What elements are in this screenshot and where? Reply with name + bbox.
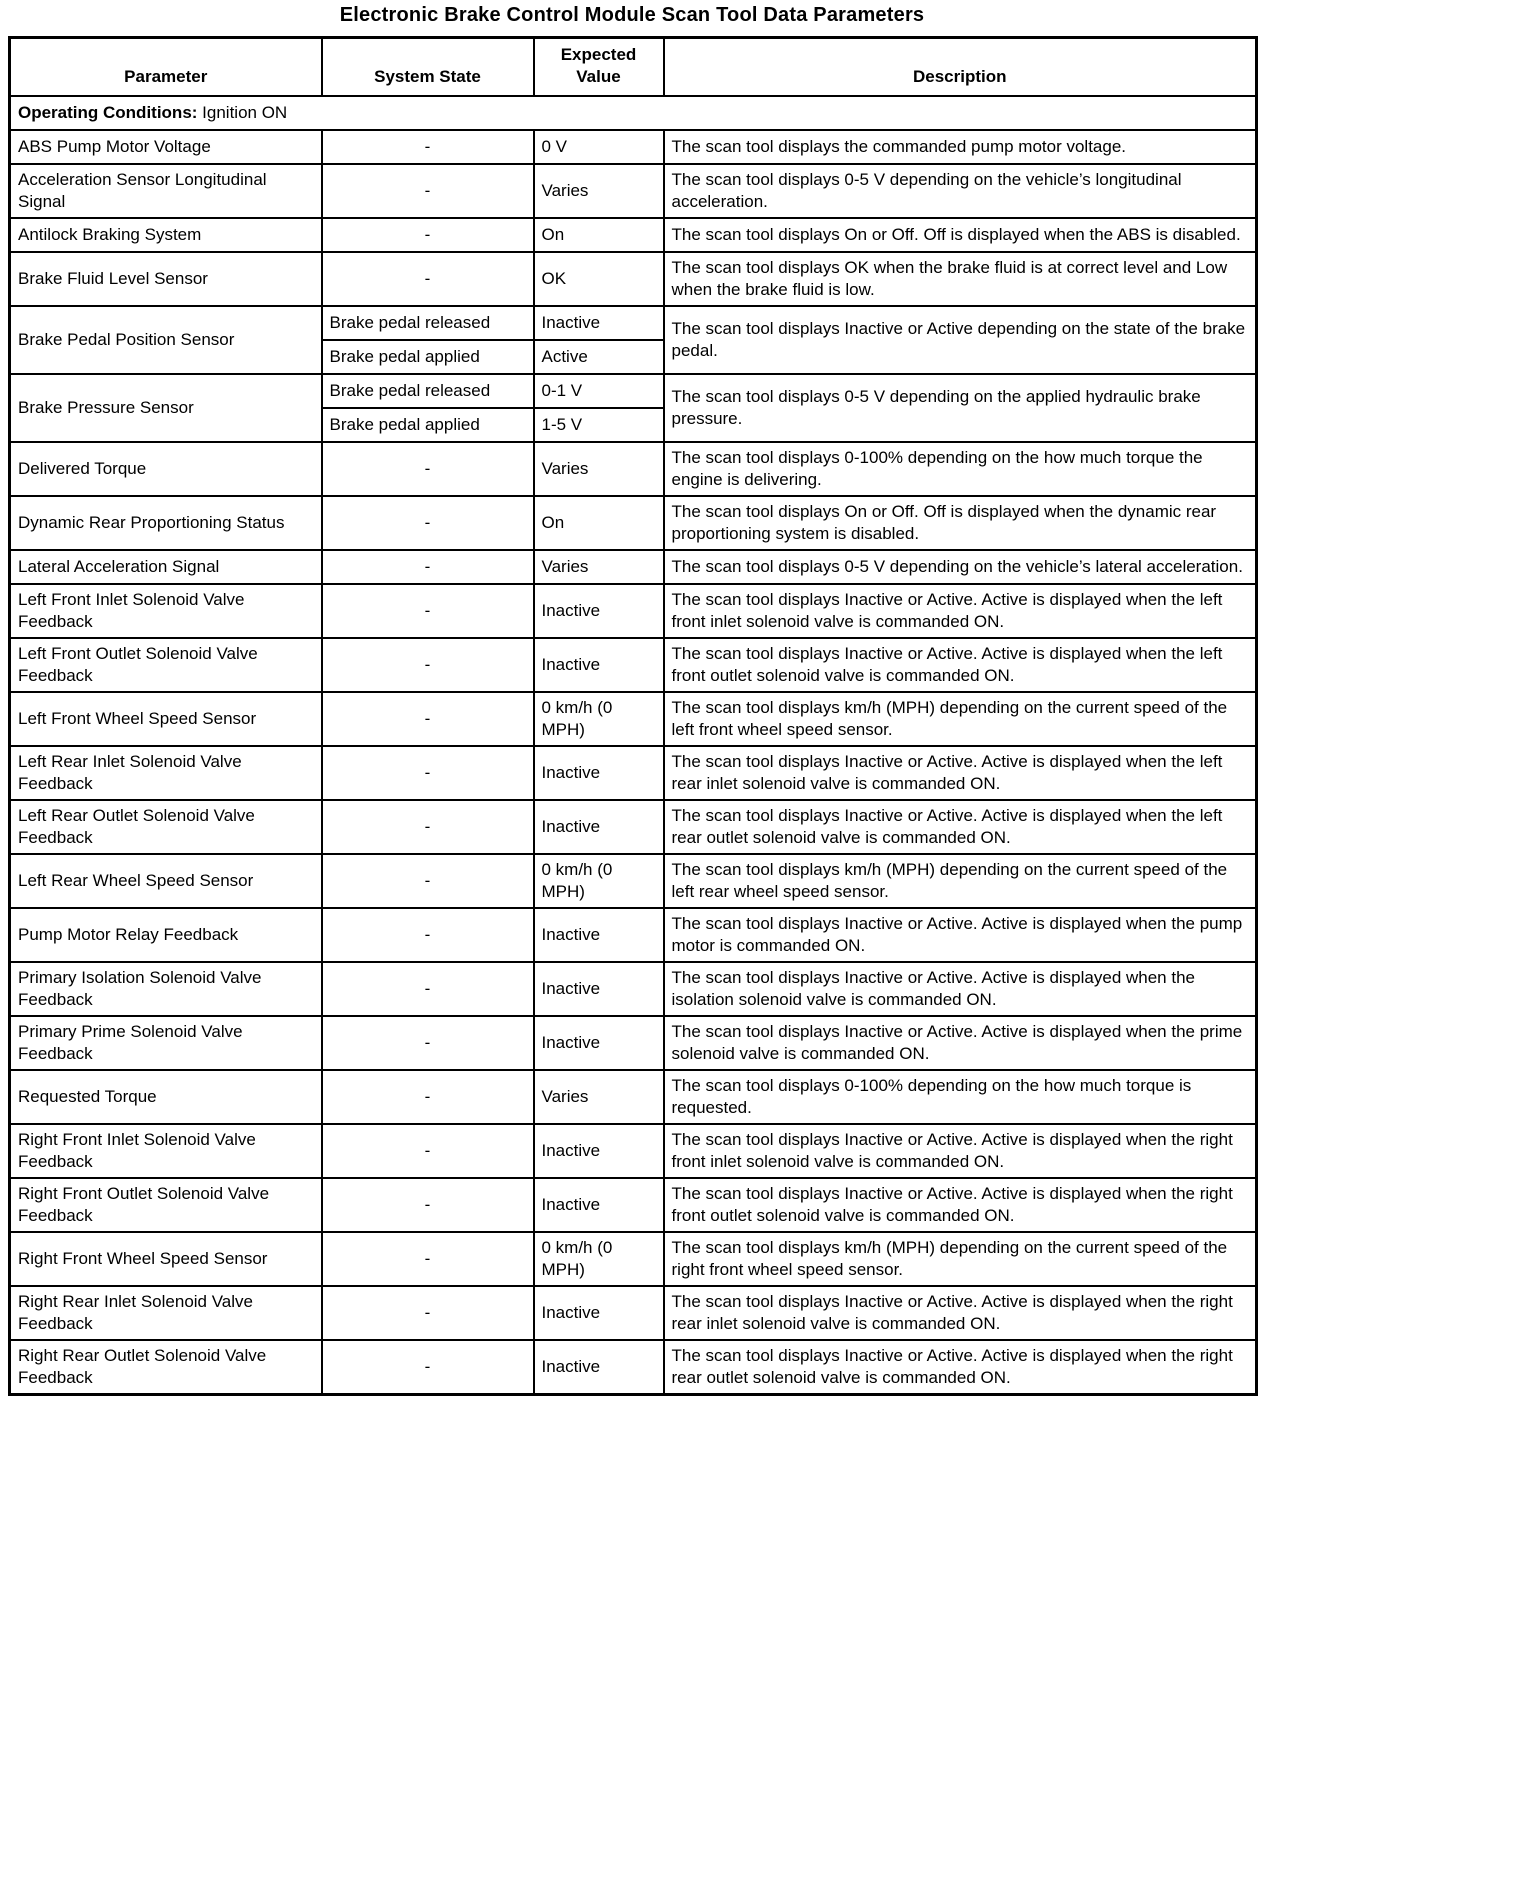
expected-value-cell: Inactive [534, 1016, 664, 1070]
expected-value-cell: Inactive [534, 638, 664, 692]
system-state-cell: - [322, 496, 534, 550]
system-state-cell: Brake pedal applied [322, 408, 534, 442]
table-row [10, 1178, 1257, 1232]
parameter-cell: Delivered Torque [10, 442, 322, 496]
system-state-cell: - [322, 908, 534, 962]
table-row [10, 374, 1257, 408]
table-row [10, 1340, 1257, 1395]
description-cell: The scan tool displays Inactive or Active. Active is displayed when the left rear inlet solenoid valve is commanded ON. [664, 746, 1257, 800]
expected-value-cell: 0 V [534, 130, 664, 164]
scan-tool-data-table [8, 36, 1258, 1396]
parameter-cell: Primary Isolation Solenoid Valve Feedback [10, 962, 322, 1016]
description-cell: The scan tool displays Inactive or Active. Active is displayed when the left rear outlet solenoid valve is commanded ON. [664, 800, 1257, 854]
expected-value-cell: OK [534, 252, 664, 306]
description-cell: The scan tool displays Inactive or Active depending on the state of the brake pedal. [664, 306, 1257, 374]
parameter-cell: Right Front Outlet Solenoid Valve Feedback [10, 1178, 322, 1232]
section-row [10, 96, 1257, 130]
system-state-cell: - [322, 1340, 534, 1395]
system-state-cell: - [322, 854, 534, 908]
description-cell: The scan tool displays 0-5 V depending on the vehicle’s lateral acceleration. [664, 550, 1257, 584]
table-row [10, 306, 1257, 340]
expected-value-cell: Inactive [534, 746, 664, 800]
expected-value-cell: 1-5 V [534, 408, 664, 442]
system-state-cell: Brake pedal released [322, 374, 534, 408]
system-state-cell: - [322, 1070, 534, 1124]
parameter-cell: Right Rear Inlet Solenoid Valve Feedback [10, 1286, 322, 1340]
system-state-cell: Brake pedal applied [322, 340, 534, 374]
table-row [10, 1070, 1257, 1124]
expected-value-cell: Varies [534, 550, 664, 584]
expected-value-cell: Inactive [534, 1340, 664, 1395]
header-cell-parameter: Parameter [10, 38, 322, 96]
system-state-cell: - [322, 252, 534, 306]
parameter-cell: Antilock Braking System [10, 218, 322, 252]
expected-value-cell: Inactive [534, 1286, 664, 1340]
parameter-cell: Brake Fluid Level Sensor [10, 252, 322, 306]
description-cell: The scan tool displays Inactive or Active. Active is displayed when the right rear outlet solenoid valve is commanded ON. [664, 1340, 1257, 1395]
parameter-cell: Primary Prime Solenoid Valve Feedback [10, 1016, 322, 1070]
expected-value-cell: Inactive [534, 1178, 664, 1232]
parameter-cell: Acceleration Sensor Longitudinal Signal [10, 164, 322, 218]
header-cell-description: Description [664, 38, 1257, 96]
table-row [10, 1016, 1257, 1070]
table-row [10, 442, 1257, 496]
system-state-cell: Brake pedal released [322, 306, 534, 340]
parameter-cell: Left Front Outlet Solenoid Valve Feedback [10, 638, 322, 692]
description-cell: The scan tool displays 0-100% depending on the how much torque the engine is delivering. [664, 442, 1257, 496]
system-state-cell: - [322, 130, 534, 164]
table-row [10, 746, 1257, 800]
expected-value-cell: On [534, 218, 664, 252]
parameter-cell: Left Rear Wheel Speed Sensor [10, 854, 322, 908]
parameter-cell: Left Rear Outlet Solenoid Valve Feedback [10, 800, 322, 854]
description-cell: The scan tool displays Inactive or Active. Active is displayed when the right rear inlet solenoid valve is commanded ON. [664, 1286, 1257, 1340]
table-row [10, 638, 1257, 692]
description-cell: The scan tool displays 0-100% depending on the how much torque is requested. [664, 1070, 1257, 1124]
document-title: Electronic Brake Control Module Scan Tool Data Parameters [339, 4, 925, 26]
expected-value-cell: Inactive [534, 962, 664, 1016]
system-state-cell: - [322, 1286, 534, 1340]
parameter-cell: Right Front Inlet Solenoid Valve Feedback [10, 1124, 322, 1178]
header-row [10, 38, 1257, 96]
description-cell: The scan tool displays 0-5 V depending on the vehicle’s longitudinal acceleration. [664, 164, 1257, 218]
header-cell-system-state: System State [322, 38, 534, 96]
table-row [10, 800, 1257, 854]
description-cell: The scan tool displays km/h (MPH) depending on the current speed of the right front wheel speed sensor. [664, 1232, 1257, 1286]
parameter-cell: Lateral Acceleration Signal [10, 550, 322, 584]
expected-value-cell: 0 km/h (0 MPH) [534, 1232, 664, 1286]
system-state-cell: - [322, 638, 534, 692]
description-cell: The scan tool displays the commanded pump motor voltage. [664, 130, 1257, 164]
operating-conditions-cell: Operating Conditions: Ignition ON [10, 96, 1257, 130]
expected-value-cell: Inactive [534, 1124, 664, 1178]
parameter-cell: Brake Pedal Position Sensor [10, 306, 322, 374]
system-state-cell: - [322, 164, 534, 218]
table-row [10, 692, 1257, 746]
header-cell-expected-value: Expected Value [534, 38, 664, 96]
operating-conditions-label: Operating Conditions: [18, 102, 198, 122]
expected-value-cell: On [534, 496, 664, 550]
parameter-cell: Right Front Wheel Speed Sensor [10, 1232, 322, 1286]
table-row [10, 252, 1257, 306]
description-cell: The scan tool displays Inactive or Active. Active is displayed when the left front outlet solenoid valve is commanded ON. [664, 638, 1257, 692]
description-cell: The scan tool displays On or Off. Off is displayed when the dynamic rear proportioning system is disabled. [664, 496, 1257, 550]
table-row [10, 962, 1257, 1016]
system-state-cell: - [322, 1016, 534, 1070]
parameter-cell: Right Rear Outlet Solenoid Valve Feedback [10, 1340, 322, 1395]
description-cell: The scan tool displays OK when the brake fluid is at correct level and Low when the brake fluid is low. [664, 252, 1257, 306]
system-state-cell: - [322, 1124, 534, 1178]
parameter-cell: Left Front Wheel Speed Sensor [10, 692, 322, 746]
expected-value-cell: 0 km/h (0 MPH) [534, 692, 664, 746]
system-state-cell: - [322, 1178, 534, 1232]
description-cell: The scan tool displays Inactive or Active. Active is displayed when the left front inlet solenoid valve is commanded ON. [664, 584, 1257, 638]
system-state-cell: - [322, 692, 534, 746]
parameter-cell: Pump Motor Relay Feedback [10, 908, 322, 962]
expected-value-cell: Inactive [534, 800, 664, 854]
expected-value-cell: Varies [534, 164, 664, 218]
description-cell: The scan tool displays Inactive or Active. Active is displayed when the right front inlet solenoid valve is commanded ON. [664, 1124, 1257, 1178]
table-row [10, 1124, 1257, 1178]
table-row [10, 550, 1257, 584]
system-state-cell: - [322, 550, 534, 584]
parameter-cell: Left Front Inlet Solenoid Valve Feedback [10, 584, 322, 638]
system-state-cell: - [322, 442, 534, 496]
expected-value-cell: Varies [534, 1070, 664, 1124]
parameter-cell: Left Rear Inlet Solenoid Valve Feedback [10, 746, 322, 800]
system-state-cell: - [322, 218, 534, 252]
description-cell: The scan tool displays Inactive or Active. Active is displayed when the isolation solenoid valve is commanded ON. [664, 962, 1257, 1016]
document-page [8, 4, 1256, 1396]
expected-value-cell: Inactive [534, 908, 664, 962]
description-cell: The scan tool displays km/h (MPH) depending on the current speed of the left front wheel speed sensor. [664, 692, 1257, 746]
system-state-cell: - [322, 962, 534, 1016]
parameter-cell: Brake Pressure Sensor [10, 374, 322, 442]
table-row [10, 584, 1257, 638]
table-row [10, 854, 1257, 908]
table-row [10, 218, 1257, 252]
parameter-cell: Requested Torque [10, 1070, 322, 1124]
system-state-cell: - [322, 800, 534, 854]
description-cell: The scan tool displays On or Off. Off is displayed when the ABS is disabled. [664, 218, 1257, 252]
table-row [10, 1286, 1257, 1340]
expected-value-cell: 0-1 V [534, 374, 664, 408]
table-row [10, 130, 1257, 164]
description-cell: The scan tool displays 0-5 V depending on the applied hydraulic brake pressure. [664, 374, 1257, 442]
table-row [10, 1232, 1257, 1286]
table-row [10, 908, 1257, 962]
expected-value-cell: Varies [534, 442, 664, 496]
system-state-cell: - [322, 584, 534, 638]
table-row [10, 496, 1257, 550]
description-cell: The scan tool displays km/h (MPH) depending on the current speed of the left rear wheel speed sensor. [664, 854, 1257, 908]
expected-value-cell: Inactive [534, 306, 664, 340]
expected-value-cell: Inactive [534, 584, 664, 638]
table-body [10, 96, 1257, 1395]
system-state-cell: - [322, 1232, 534, 1286]
table-header [10, 38, 1257, 96]
expected-value-cell: 0 km/h (0 MPH) [534, 854, 664, 908]
system-state-cell: - [322, 746, 534, 800]
description-cell: The scan tool displays Inactive or Active. Active is displayed when the right front outlet solenoid valve is commanded ON. [664, 1178, 1257, 1232]
parameter-cell: Dynamic Rear Proportioning Status [10, 496, 322, 550]
description-cell: The scan tool displays Inactive or Active. Active is displayed when the prime solenoid valve is commanded ON. [664, 1016, 1257, 1070]
expected-value-cell: Active [534, 340, 664, 374]
parameter-cell: ABS Pump Motor Voltage [10, 130, 322, 164]
description-cell: The scan tool displays Inactive or Active. Active is displayed when the pump motor is commanded ON. [664, 908, 1257, 962]
table-row [10, 164, 1257, 218]
